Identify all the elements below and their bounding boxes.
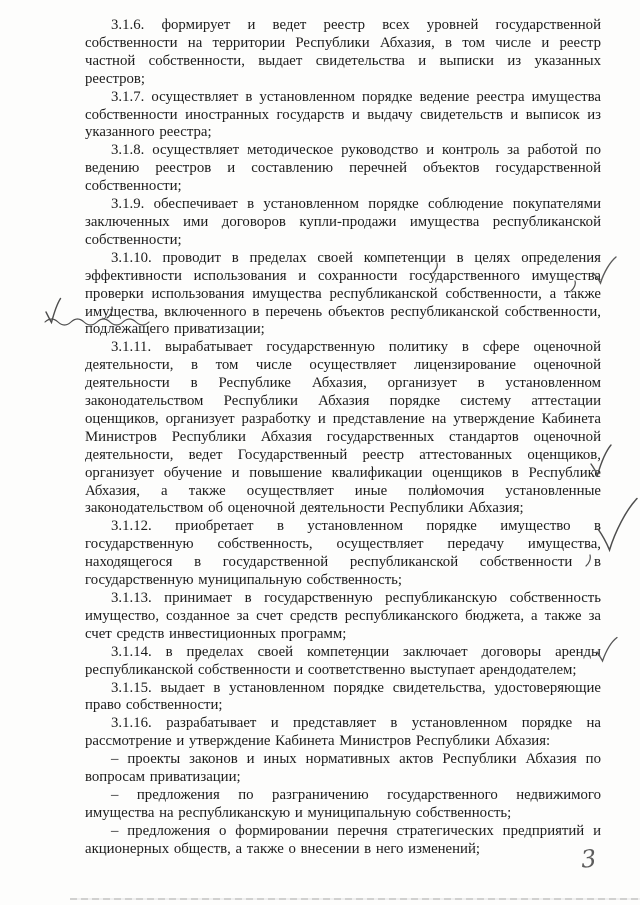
scan-artifact-line: [70, 898, 640, 900]
paragraph-3-1-10: 3.1.10. проводит в пределах своей компетенции в целях определения эффективности использования и сохранности государственного имущества проверки использования имущества республиканской собственности, а также имущества, включенного в перечень объектов республиканской собственности, подлежащего приватизации;: [85, 249, 601, 338]
paragraph-3-1-13: 3.1.13. принимает в государственную республиканскую собственность имущество, созданное за счет средств республиканского бюджета, а также за счет средств инвестиционных программ;: [85, 590, 601, 642]
handwritten-check-icon: [44, 297, 62, 324]
handwritten-check-large-icon: [595, 496, 639, 553]
list-item-dash-1: – проекты законов и иных нормативных актов Республики Абхазия по вопросам приватизации;: [85, 751, 601, 786]
paragraph-3-1-9: 3.1.9. обеспечивает в установленном порядке соблюдение покупателями заключенных ими договоров купли-продажи имущества республиканской собственности;: [85, 196, 601, 248]
page-number-handwritten: 3: [579, 844, 598, 874]
paragraph-3-1-16: 3.1.16. разрабатывает и представляет в установленном порядке на рассмотрение и утверждение Кабинета Министров Республики Абхазия:: [85, 715, 601, 750]
text-block: [85, 17, 601, 859]
paragraph-3-1-12: 3.1.12. приобретает в установленном порядке имущество в государственную собственность, осуществляет передачу имущества, находящегося в государственной республиканской собственности в государственную муниципальную собственность;: [85, 518, 601, 589]
paragraph-3-1-15: 3.1.15. выдает в установленном порядке свидетельства, удостоверяющие право собственности;: [85, 679, 601, 714]
list-item-dash-3: – предложения о формировании перечня стратегических предприятий и акционерных обществ, а также о внесении в него изменений;: [85, 822, 601, 857]
paragraph-3-1-7: 3.1.7. осуществляет в установленном порядке ведение реестра имущества собственности иностранных государств и выдачу свидетельств и выписок из указанного реестра;: [85, 88, 601, 141]
paragraph-3-1-8: 3.1.8. осуществляет методическое руководство и контроль за работой по ведению реестров и составлению перечней объектов государственной собственности;: [85, 142, 601, 195]
paragraph-3-1-14: 3.1.14. в пределах своей компетенции заключает договоры аренды республиканской собственности и соответственно выступает арендодателем;: [85, 643, 601, 678]
paragraph-3-1-11: 3.1.11. вырабатывает государственную политику в сфере оценочной деятельности, в том числе осуществляет лицензирование оценочной деятельности в Республике Абхазия, организует в установленном законодательством Республики Абхазия порядке систему аттестации оценщиков, организует разработку и представление на утверждение Кабинета Министров Республики Абхазия государственных стандартов оценочной деятельности, ведет Государственный реестр аттестованных оценщиков, организует обучение и повышение квалификации оценщиков в Республике Абхазия, а также осуществляет иные полномочия установленные законодательством об оценочной деятельности Республики Абхазия;: [85, 339, 601, 517]
list-item-dash-2: – предложения по разграничению государственного недвижимого имущества на республиканскую и муниципальную собственность;: [85, 786, 601, 821]
paragraph-3-1-6: 3.1.6. формирует и ведет реестр всех уровней государственной собственности на территории Республики Абхазия, в том числе и реестр частной собственности, выдает свидетельства и выписки из указанных реестров;: [85, 17, 601, 87]
